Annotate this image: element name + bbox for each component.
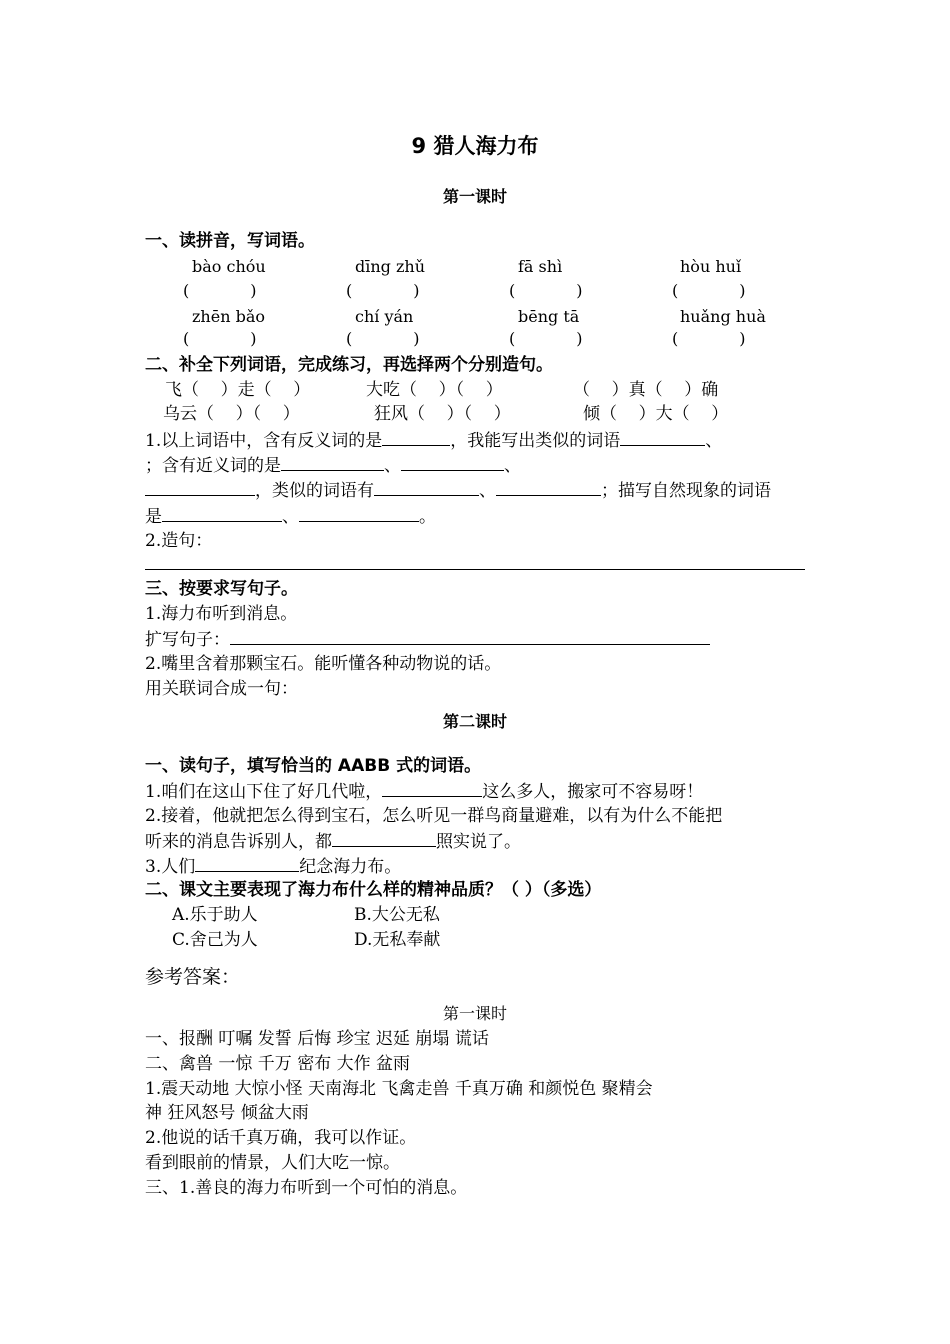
q2-line-4 [145,505,436,528]
lesson2-heading: 第二课时 [442,712,507,731]
answer-paren: ( ) [509,329,583,348]
idiom-fill: 乌云（ ）（ ） [163,404,300,424]
answer-line-7: 三、1.善良的海力布听到一个可怕的消息。 [145,1178,468,1198]
text: 、 [705,431,723,451]
pinyin-item: fā shì [518,257,563,276]
option-d[interactable]: D.无私奉献 [354,930,441,950]
fill-blank[interactable] [382,429,450,446]
text: 是 [145,507,162,527]
answer-paren: ( ) [346,329,420,348]
sentence-1: 1.海力布听到消息。 [145,604,298,624]
text: 扩写句子： [145,630,230,650]
answer-paren: ( ) [183,281,257,300]
pinyin-item: huǎng huà [680,307,766,326]
pinyin-item: dīng zhǔ [355,257,426,276]
text: ，类似的词语有 [255,481,374,501]
text: 1.以上词语中，含有反义词的是 [145,431,383,451]
answer-line-5: 2.他说的话千真万确，我可以作证。 [145,1128,417,1148]
option-b[interactable]: B.大公无私 [354,905,440,925]
text: 这么多人，搬家可不容易呀！ [482,782,704,802]
fill-blank[interactable] [401,454,504,471]
answer-line-3: 1.震天动地 大惊小怪 天南海北 飞禽走兽 千真万确 和颜悦色 聚精会 [145,1079,653,1099]
pinyin-item: zhēn bǎo [192,307,266,326]
l1-q3-title: 三、按要求写句子。 [145,579,298,599]
fill-blank[interactable] [620,429,705,446]
answer-paren: ( ) [672,329,746,348]
fill-blank[interactable] [496,479,601,496]
text: 听来的消息告诉别人，都 [145,832,332,852]
answer-paren: ( ) [672,281,746,300]
l2-q1-title: 一、读句子，填写恰当的 AABB 式的词语。 [145,756,482,776]
text: 照实说了。 [436,832,521,852]
option-a[interactable]: A.乐于助人 [172,905,258,925]
text: 纪念海力布。 [299,857,402,877]
l1-q1-title: 一、读拼音，写词语。 [145,231,315,251]
idiom-fill: 狂风（ ）（ ） [374,404,511,424]
lesson1-heading: 第一课时 [442,187,507,206]
fill-blank[interactable] [299,505,419,522]
answer-paren: ( ) [183,329,257,348]
q2-line-1 [145,429,722,452]
fill-blank[interactable] [162,505,282,522]
pinyin-item: bēng tā [518,307,580,326]
text: 、 [504,456,521,476]
expand-sentence-line [145,628,710,651]
answers-lesson-heading: 第一课时 [442,1004,507,1023]
l2-sentence-3 [145,855,401,878]
idiom-fill: 大吃（ ）（ ） [366,380,503,400]
text: ，我能写出类似的词语 [450,431,621,451]
answer-line-4: 神 狂风怒号 倾盆大雨 [145,1103,309,1123]
fill-blank[interactable] [230,628,710,645]
idiom-fill: 飞（ ）走（ ） [165,380,311,400]
text: 。 [419,507,436,527]
fill-blank[interactable] [382,780,482,797]
text: 、 [479,481,496,501]
answer-paren: ( ) [346,281,420,300]
l2-q2-title: 二、课文主要表现了海力布什么样的精神品质？（ ）（多选） [145,880,602,900]
l2-sentence-1 [145,780,703,803]
l2-sentence-2b [145,830,521,853]
text: 、 [384,456,401,476]
answers-heading: 参考答案： [145,966,241,988]
answer-line-6: 看到眼前的情景，人们大吃一惊。 [145,1153,400,1173]
fill-blank[interactable] [145,479,255,496]
pinyin-item: hòu huǐ [680,257,742,276]
combine-sentence-label: 用关联词合成一句： [145,679,298,699]
idiom-fill: 倾（ ）大（ ） [583,404,729,424]
fill-blank[interactable] [281,454,384,471]
text: 、 [282,507,299,527]
answer-line-1: 一、报酬 叮嘱 发誓 后悔 珍宝 迟延 崩塌 谎话 [145,1029,489,1049]
text: 3.人们 [145,857,196,877]
text: ；含有近义词的是 [145,456,281,476]
q2-line-3 [145,479,771,502]
page-title: 9 猎人海力布 [411,134,539,158]
answer-line[interactable] [145,569,805,570]
make-sentence-label: 2.造句： [145,531,213,551]
l1-q2-title: 二、补全下列词语，完成练习，再选择两个分别造句。 [145,355,553,375]
option-c[interactable]: C.舍己为人 [172,930,258,950]
fill-blank[interactable] [195,855,299,872]
idiom-fill: （ ）真（ ）确 [573,380,719,400]
pinyin-item: chí yán [355,307,414,326]
q2-line-2 [145,454,521,477]
answer-line-2: 二、禽兽 一惊 千万 密布 大作 盆雨 [145,1054,411,1074]
text: ；描写自然现象的词语 [601,481,771,501]
text: 1.咱们在这山下住了好几代啦， [145,782,383,802]
l2-sentence-2a: 2.接着，他就把怎么得到宝石，怎么听见一群鸟商量避难，以有为什么不能把 [145,806,723,826]
pinyin-item: bào chóu [192,257,266,276]
fill-blank[interactable] [332,830,436,847]
sentence-2: 2.嘴里含着那颗宝石。能听懂各种动物说的话。 [145,654,502,674]
fill-blank[interactable] [374,479,479,496]
answer-paren: ( ) [509,281,583,300]
